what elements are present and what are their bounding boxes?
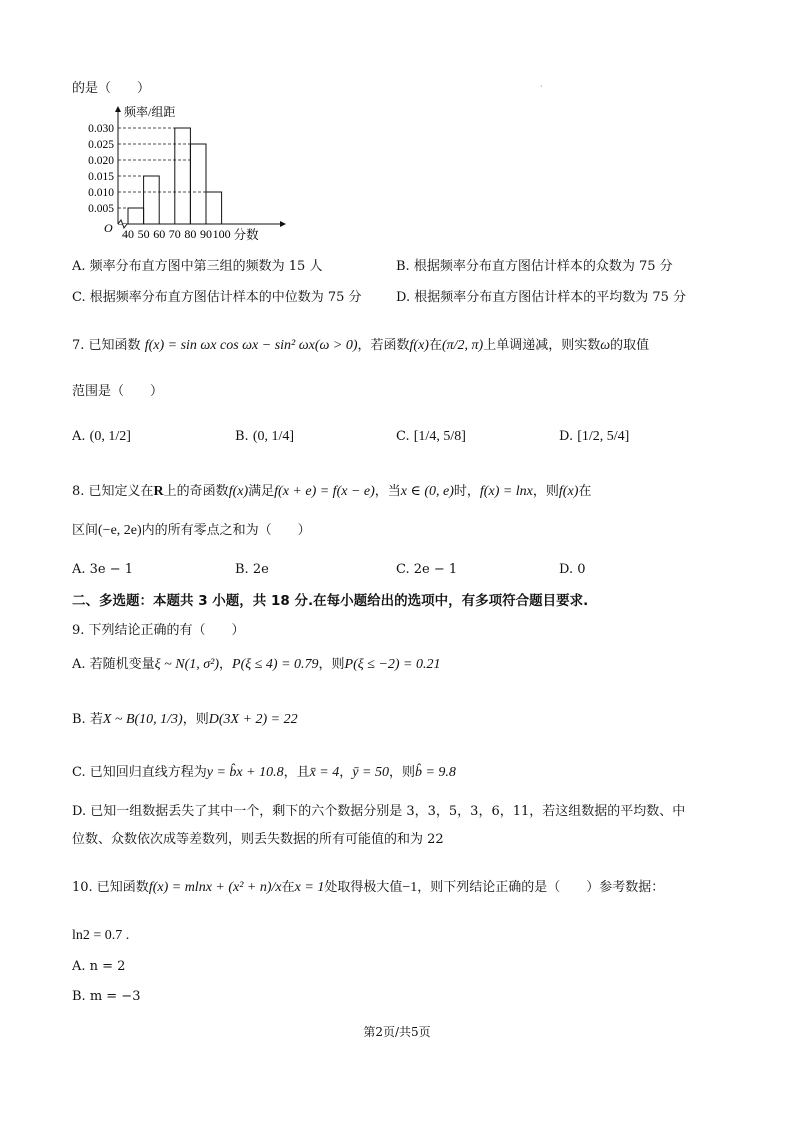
histogram-bar bbox=[206, 192, 222, 224]
q8-option-b: B. 2e bbox=[235, 562, 269, 577]
q9-a-prob2: P(ξ ≤ −2) = 0.21 bbox=[344, 657, 441, 672]
x-axis-arrow bbox=[280, 221, 286, 227]
y-tick-label: 0.005 bbox=[88, 203, 114, 215]
q7-stem-line2: 范围是（ ） bbox=[72, 384, 164, 399]
y-tick-label: 0.015 bbox=[88, 171, 114, 183]
y-tick-label: 0.020 bbox=[88, 155, 114, 167]
q7-option-a: A. (0, 1/2] bbox=[72, 429, 131, 444]
x-tick-label: 40 bbox=[122, 227, 134, 241]
q9-b-binomial: X ~ B(10, 1/3) bbox=[102, 712, 183, 727]
q6-option-a: A. 频率分布直方图中第三组的频数为 15 人 bbox=[72, 259, 323, 274]
x-tick-label: 60 bbox=[153, 227, 166, 241]
q8-real-set: R bbox=[153, 484, 164, 499]
q9-a-distribution: ξ ~ N(1, σ²) bbox=[154, 657, 219, 672]
q7-option-b-value: (0, 1/4] bbox=[252, 429, 295, 444]
histogram-bar bbox=[144, 176, 160, 224]
q8-line2-pre: 区间 bbox=[72, 523, 99, 538]
q7-option-d: D. [1/2, 5/4] bbox=[559, 429, 630, 444]
y-tick-label: 0.025 bbox=[88, 139, 114, 151]
q10-max-value: −1 bbox=[402, 880, 418, 895]
q7-interval: (π/2, π) bbox=[441, 338, 484, 353]
q8-option-a: A. 3e − 1 bbox=[72, 562, 134, 577]
q8-p5: 时， bbox=[453, 484, 480, 499]
y-tick-label: 0.030 bbox=[88, 123, 114, 135]
q7-option-d-value: [1/2, 5/4] bbox=[577, 429, 630, 444]
histogram-chart bbox=[70, 104, 310, 249]
q10-option-a: A. n = 2 bbox=[72, 959, 126, 974]
q9-option-d-line2: 位数、众数依次成等差数列，则丢失数据的所有可能值的和为 22 bbox=[72, 832, 444, 847]
q9-option-c: C. 已知回归直线方程为y = b̂x + 10.8，且x̄ = 4，ȳ = 50，则b̂ = 9.8 bbox=[72, 765, 456, 780]
q7-mid: ，若函数 bbox=[357, 338, 410, 353]
q10-x-value: x = 1 bbox=[294, 880, 325, 895]
q8-p4: ，当 bbox=[374, 484, 401, 499]
x-tick-label: 70 bbox=[168, 227, 181, 241]
q9-option-a: A. 若随机变量ξ ~ N(1, σ²)，P(ξ ≤ 4) = 0.79，则P(ξ ≤ −2) = 0.21 bbox=[72, 657, 441, 672]
q9-c-regression: y = b̂x + 10.8 bbox=[206, 765, 284, 780]
x-axis-label: 分数 bbox=[233, 228, 259, 242]
q6-option-c: C. 根据频率分布直方图估计样本的中位数为 75 分 bbox=[72, 290, 362, 305]
q8-definition: f(x) = lnx bbox=[479, 484, 533, 499]
q9-option-d-line1: D. 已知一组数据丢失了其中一个，剩下的六个数据分别是 3，3，5，3，6，11，若这组数据的平均数、中 bbox=[72, 804, 686, 819]
x-tick-label: 90 bbox=[200, 227, 212, 241]
q8-equation: f(x + e) = f(x − e) bbox=[274, 484, 375, 499]
y-axis-arrow bbox=[115, 106, 121, 112]
scan-speck: · bbox=[540, 82, 543, 91]
q7-prefix: 7. 已知函数 bbox=[72, 338, 141, 353]
histogram-bar bbox=[175, 128, 191, 224]
section-heading-multiple-choice: 二、多选题：本题共 3 小题，共 18 分.在每小题给出的选项中，有多项符合题目要求. bbox=[72, 593, 589, 609]
q8-option-d: D. 0 bbox=[559, 562, 586, 577]
q8-stem bbox=[72, 483, 591, 501]
q8-condition: x ∈ (0, e) bbox=[400, 484, 454, 499]
q7-fx: f(x) bbox=[409, 338, 429, 353]
q8-p3: 满足 bbox=[248, 484, 275, 499]
q8-p7: 在 bbox=[578, 484, 592, 499]
y-tick-label: 0.010 bbox=[88, 187, 114, 199]
q7-stem bbox=[72, 337, 649, 355]
q8-prefix: 8. 已知定义在 bbox=[72, 484, 154, 499]
q9-a-prob1: P(ξ ≤ 4) = 0.79 bbox=[232, 657, 319, 672]
q9-stem: 9. 下列结论正确的有（ ） bbox=[72, 623, 245, 638]
q8-fx2: f(x) bbox=[558, 484, 579, 499]
q7-option-c-value: [1/4, 5/8] bbox=[413, 429, 466, 444]
q8-p2: 上的奇函数 bbox=[163, 484, 229, 499]
q10-function: f(x) = mlnx + (x² + n)/x bbox=[148, 880, 282, 895]
q7-option-a-value: (0, 1/2] bbox=[89, 429, 131, 444]
q7-tail: 的取值 bbox=[610, 338, 650, 353]
q7-option-c: C. [1/4, 5/8] bbox=[396, 429, 466, 444]
q10-option-b: B. m = −3 bbox=[72, 989, 141, 1004]
q8-line2-post: 内的所有零点之和为（ ） bbox=[141, 523, 311, 538]
histogram-bar bbox=[190, 144, 206, 224]
q8-stem-line2 bbox=[72, 522, 311, 540]
histogram-bar bbox=[128, 208, 144, 224]
q10-reference-data: ln2 = 0.7 . bbox=[72, 928, 130, 943]
x-tick-label: 50 bbox=[137, 227, 150, 241]
q7-omega: ω bbox=[600, 338, 611, 353]
q9-option-b: B. 若X ~ B(10, 1/3)，则D(3X + 2) = 22 bbox=[72, 712, 298, 727]
page-footer: 第2页/共5页 bbox=[363, 1025, 431, 1039]
q8-interval: (−e, 2e) bbox=[98, 523, 142, 538]
q9-c-ybar: ȳ = 50 bbox=[352, 765, 389, 780]
q8-fx: f(x) bbox=[228, 484, 249, 499]
y-axis-label: 频率/组距 bbox=[124, 105, 176, 119]
q8-option-c: C. 2e − 1 bbox=[396, 562, 458, 577]
q6-option-b: B. 根据频率分布直方图估计样本的众数为 75 分 bbox=[396, 259, 673, 274]
q8-p6: ，则 bbox=[532, 484, 559, 499]
x-tick-label: 100 bbox=[212, 227, 231, 241]
q9-c-xbar: x̄ = 4 bbox=[309, 765, 340, 780]
q9-b-variance: D(3X + 2) = 22 bbox=[208, 712, 298, 727]
q10-stem: 10. 已知函数f(x) = mlnx + (x² + n)/x在x = 1处取得极大值−1，则下列结论正确的是（ ）参考数据： bbox=[72, 880, 665, 895]
q9-c-bhat: b̂ = 9.8 bbox=[414, 765, 456, 780]
intro-text: 的是（ ） bbox=[72, 81, 151, 96]
q6-option-d: D. 根据频率分布直方图估计样本的平均数为 75 分 bbox=[396, 290, 687, 305]
q7-function: f(x) = sin ωx cos ωx − sin² ωx(ω > 0) bbox=[144, 338, 358, 353]
q7-option-b: B. (0, 1/4] bbox=[235, 429, 295, 444]
q7-suffix: 上单调递减，则实数 bbox=[483, 338, 601, 353]
q7-in: 在 bbox=[428, 338, 442, 353]
origin-label: O bbox=[104, 221, 113, 235]
x-tick-label: 80 bbox=[184, 227, 197, 241]
